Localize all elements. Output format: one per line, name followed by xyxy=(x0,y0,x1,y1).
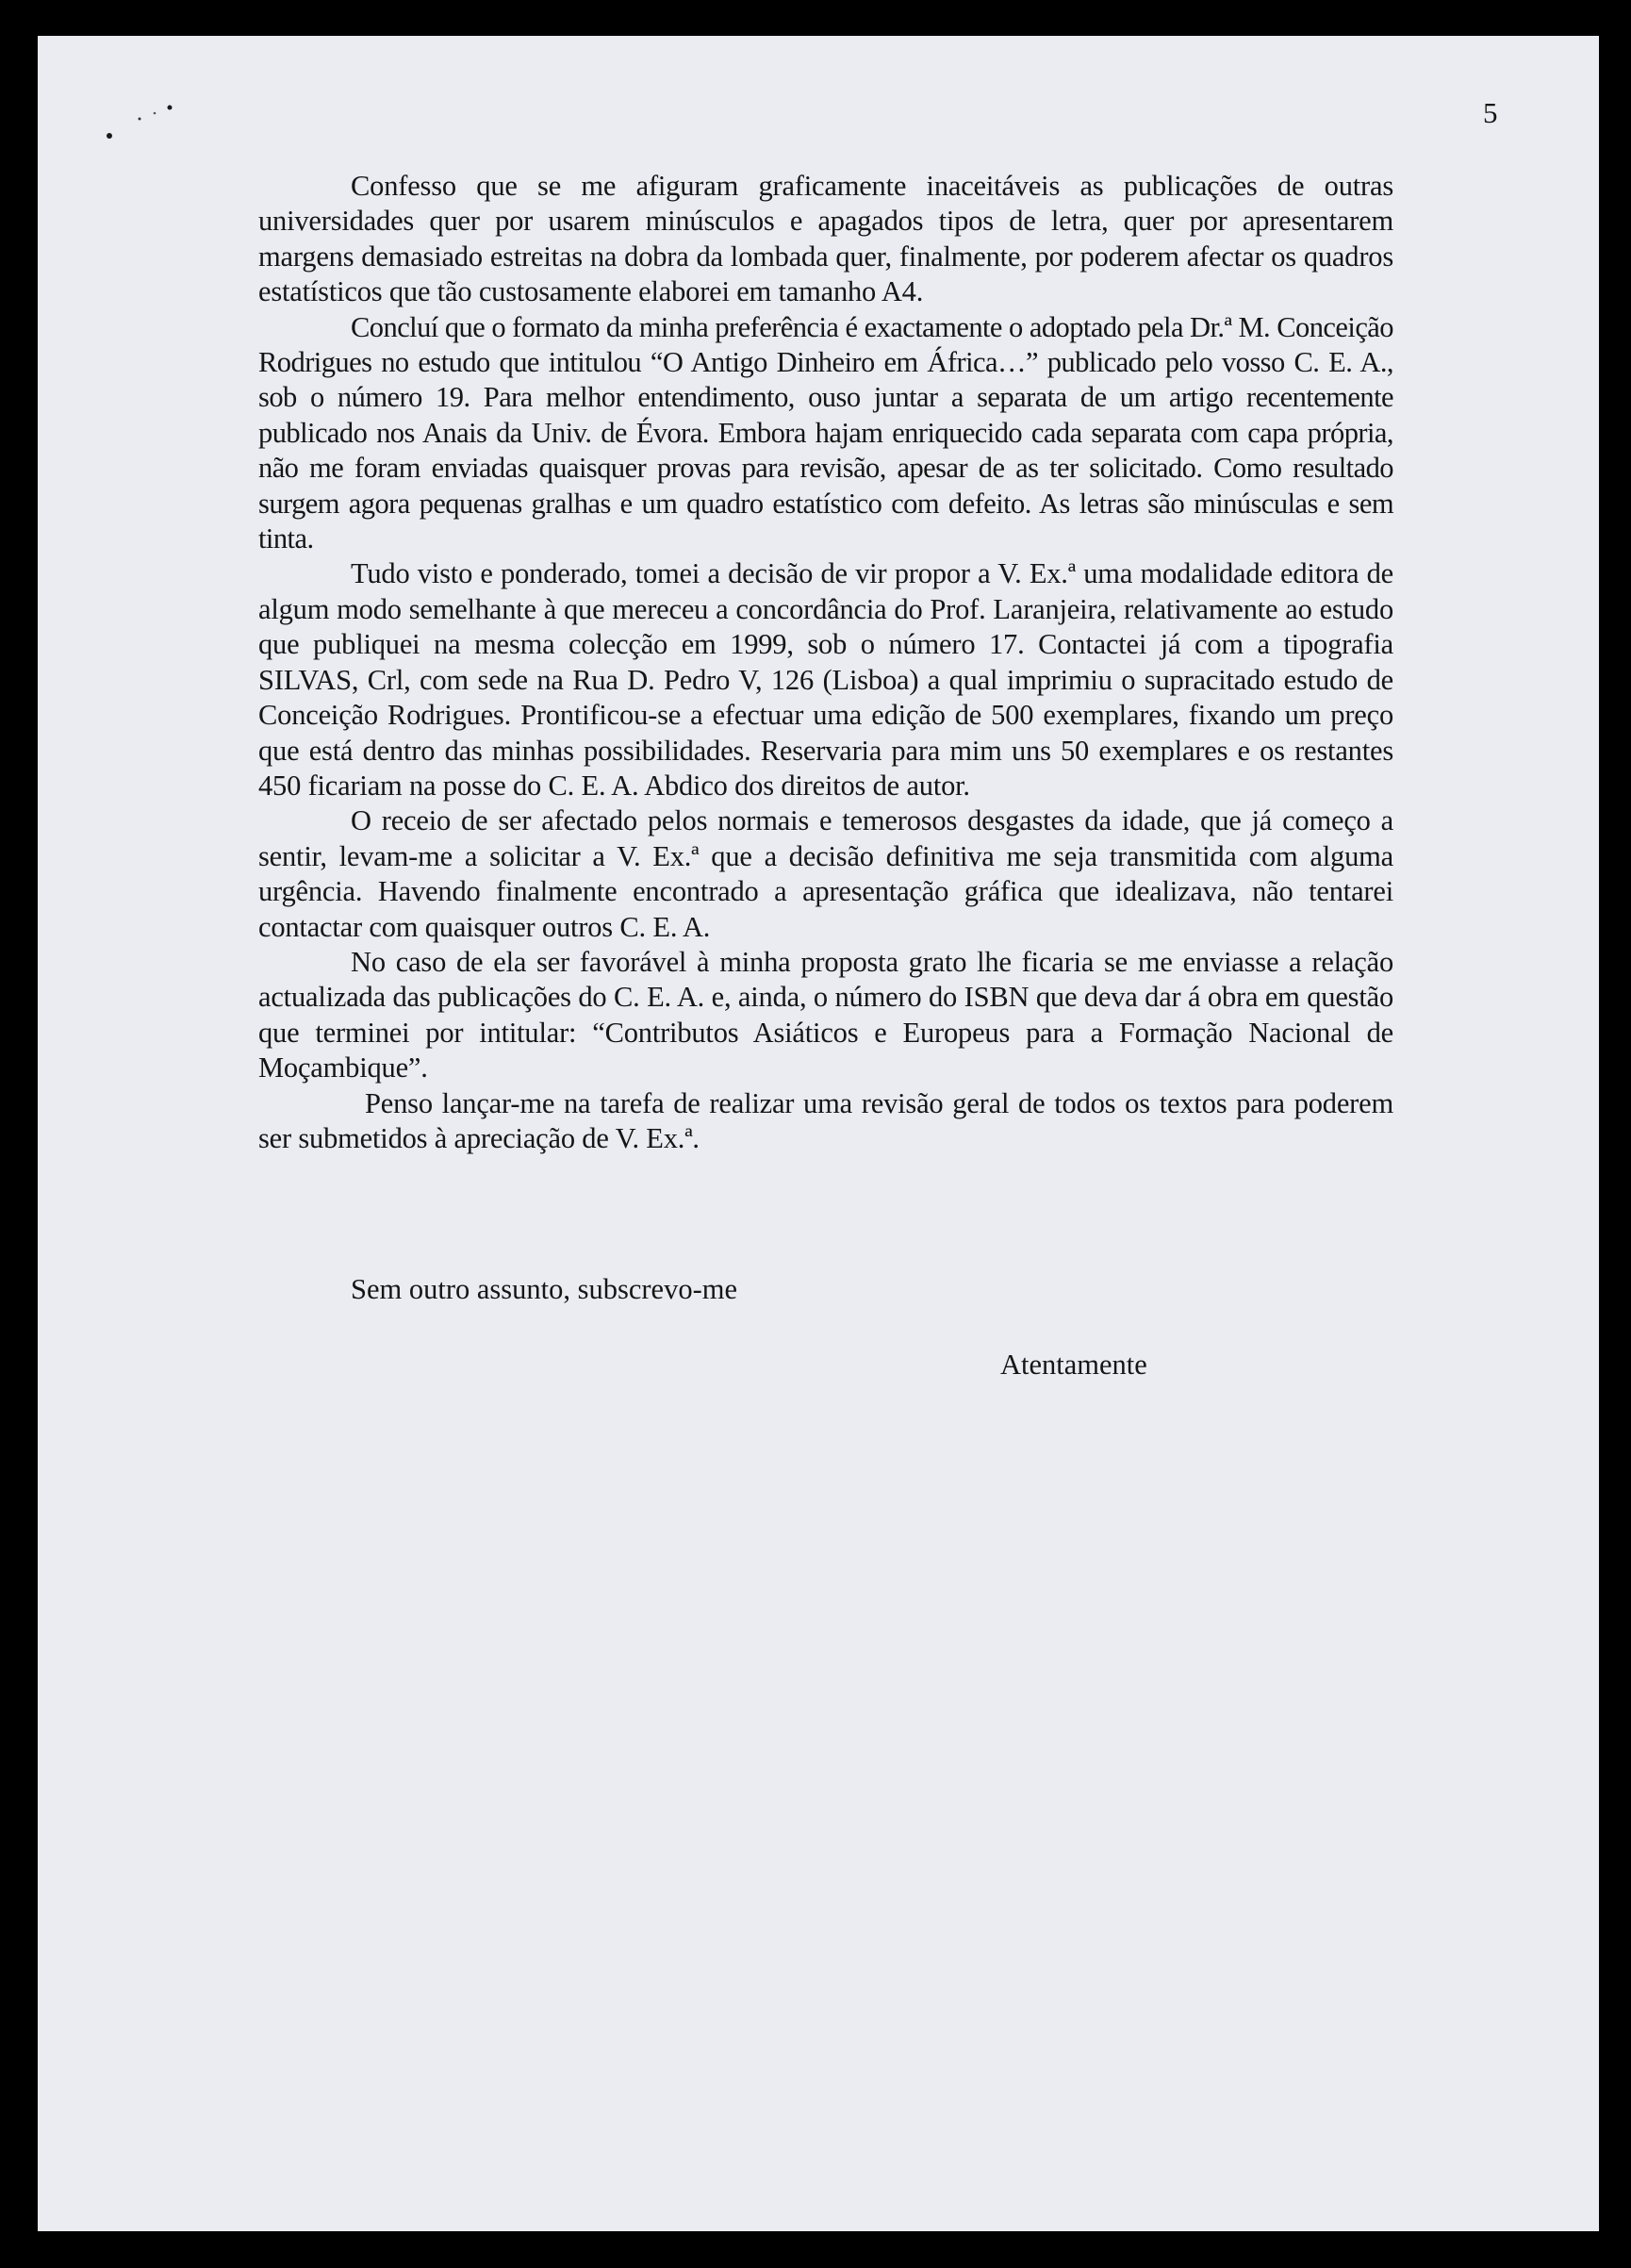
ink-speck xyxy=(107,133,112,139)
closing-line: Sem outro assunto, subscrevo-me xyxy=(351,1273,737,1305)
document-page xyxy=(38,36,1599,2231)
paragraph-4: O receio de ser afectado pelos normais e temerosos desgastes da idade, que já começo a sentir, levam-me a solicitar a V. Ex.ª que a decisão definitiva me seja transmitida com alguma urgência. Havendo finalmente encontrado a apresentação gráfica que idealizava, não tentarei contactar com quaisquer outros C. E. A. xyxy=(258,804,1393,943)
paragraph-3: Tudo visto e ponderado, tomei a decisão de vir propor a V. Ex.ª uma modalidade editora de algum modo semelhante à que mereceu a concordância do Prof. Laranjeira, relativamente ao estudo que publiquei na mesma colecção em 1999, sob o número 17. Contactei já com a tipografia SILVAS, Crl, com sede na Rua D. Pedro V, 126 (Lisboa) a qual imprimiu o supracitado estudo de Conceição Rodrigues. Prontificou-se a efectuar uma edição de 500 exemplares, fixando um preço que está dentro das minhas possibilidades. Reservaria para mim uns 50 exemplares e os restantes 450 ficariam na posse do C. E. A. Abdico dos direitos de autor. xyxy=(258,557,1393,802)
ink-speck xyxy=(154,112,157,115)
paragraph-5: No caso de ela ser favorável à minha proposta grato lhe ficaria se me enviasse a relação actualizada das publicações do C. E. A. e, ainda, o número do ISBN que deva dar á obra em questão que terminei por intitular: “Contributos Asiáticos e Europeus para a Formação Nacional de Moçambique”. xyxy=(258,945,1393,1084)
ink-specks xyxy=(102,81,177,157)
ink-speck xyxy=(168,106,173,110)
paragraph-1: Confesso que se me afiguram graficamente inaceitáveis as publicações de outras universidades quer por usarem minúsculos e apagados tipos de letra, quer por apresentarem margens demasiado estreitas na dobra da lombada quer, finalmente, por poderem afectar os quadros estatísticos que tão custosamente elaborei em tamanho A4. xyxy=(258,170,1393,308)
letter-body xyxy=(258,169,1393,1156)
paragraph-6: Penso lançar-me na tarefa de realizar uma revisão geral de todos os textos para poderem ser submetidos à apreciação de V. Ex.ª. xyxy=(258,1086,1393,1154)
ink-speck xyxy=(139,118,141,121)
signoff: Atentamente xyxy=(1000,1349,1147,1381)
paragraph-2: Concluí que o formato da minha preferência é exactamente o adoptado pela Dr.ª M. Conceição Rodrigues no estudo que intitulou “O Antigo Dinheiro em África…” publicado pelo vosso C. E. A., sob o número 19. Para melhor entendimento, ouso juntar a separata de um artigo recentemente publicado nos Anais da Univ. de Évora. Embora hajam enriquecido cada separata com capa própria, não me foram enviadas quaisquer provas para revisão, apesar de as ter solicitado. Como resultado surgem agora pequenas gralhas e um quadro estatístico com defeito. As letras são minúsculas e sem tinta. xyxy=(258,310,1393,555)
page-number: 5 xyxy=(1483,96,1498,129)
